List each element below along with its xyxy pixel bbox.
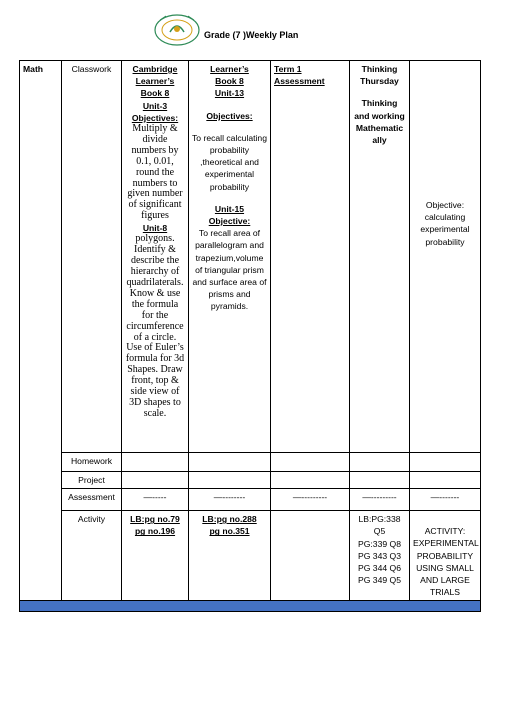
classwork-cell-3: Term 1 Assessment: [271, 61, 350, 453]
classwork-cell-4: Thinking Thursday Thinking and working Mathematic ally: [350, 61, 410, 453]
classwork-cell-1: Cambridge Learner’s Book 8 Unit-3 Objectives: Multiply & divide numbers by 0.1, 0.01, round the numbers to given number of significant figures Unit-8 polygons. Identify & describe the hierarchy of quadrilaterals. Know & use the formula for the circumference of a circle. Use of Euler’s formula for 3d Shapes. Draw front, top & side view of 3D shapes to scale.: [122, 61, 189, 453]
activity-cell-3: [271, 511, 350, 601]
row-label-activity: Activity: [62, 511, 122, 601]
activity-row: [20, 511, 481, 601]
page-title: Grade (7 )Weekly Plan: [204, 30, 299, 40]
classwork-cell-5: Objective: calculating experimental probability: [410, 61, 481, 453]
homework-row: [20, 453, 481, 472]
row-label-assessment: Assessment: [62, 489, 122, 511]
assessment-cell-4: —---------: [350, 489, 410, 511]
footer-bar: [20, 601, 481, 612]
school-logo: [152, 12, 202, 48]
weekly-plan-table: [19, 60, 480, 612]
row-label-project: Project: [62, 472, 122, 489]
assessment-cell-2: —--------: [189, 489, 271, 511]
project-row: [20, 472, 481, 489]
activity-cell-1: LB:pg no.79 pg no.196: [122, 511, 189, 601]
assessment-cell-5: —-------: [410, 489, 481, 511]
classwork-cell-2: Learner’s Book 8 Unit-13 Objectives: To recall calculating probability ,theoretical and experimental probability Unit-15 Objective: To recall area of parallelogram and trapezium,volume of triangular prism and surface area of prisms and pyramids.: [189, 61, 271, 453]
activity-cell-4: LB:PG:338 Q5 PG:339 Q8 PG 343 Q3 PG 344 Q6 PG 349 Q5: [350, 511, 410, 601]
activity-cell-2: LB:pg no.288 pg no.351: [189, 511, 271, 601]
activity-cell-5: ACTIVITY: EXPERIMENTAL PROBABILITY USING SMALL AND LARGE TRIALS: [410, 511, 481, 601]
assessment-row: [20, 489, 481, 511]
row-label-homework: Homework: [62, 453, 122, 472]
assessment-cell-3: —---------: [271, 489, 350, 511]
classwork-row: [20, 61, 481, 453]
subject-label: Math: [20, 61, 62, 601]
assessment-cell-1: —-----: [122, 489, 189, 511]
row-label-classwork: Classwork: [62, 61, 122, 453]
